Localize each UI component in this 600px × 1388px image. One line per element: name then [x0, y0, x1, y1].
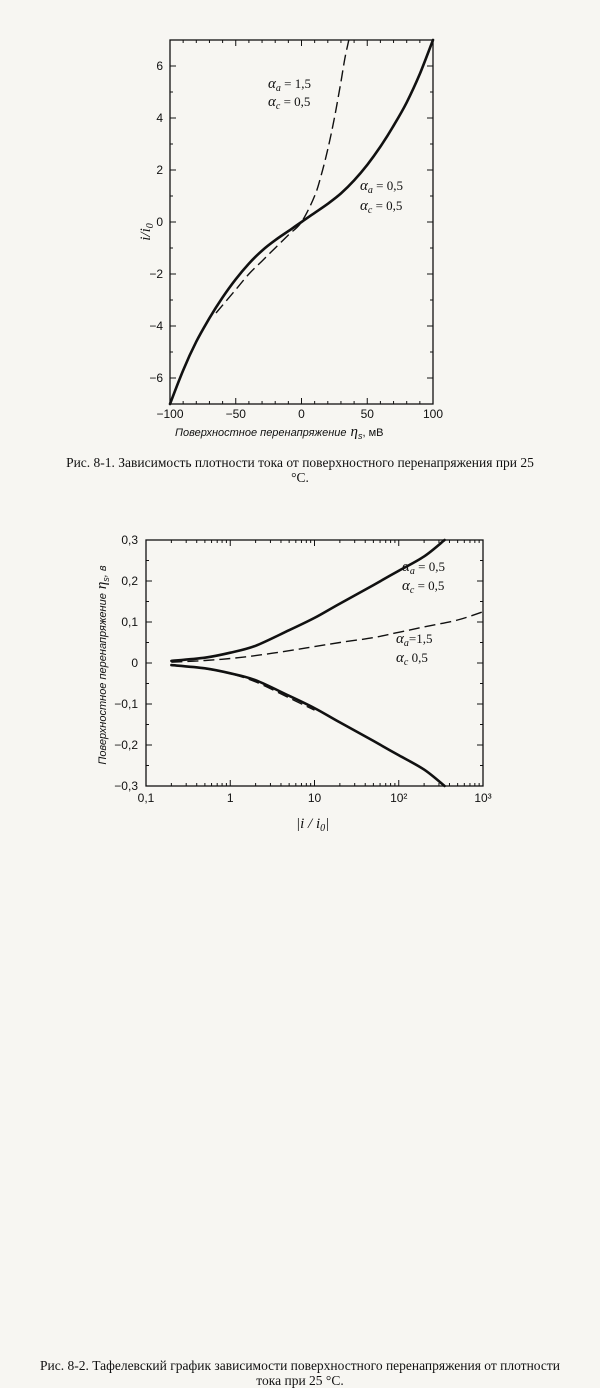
figure-1-y-tick-label: −4 — [149, 319, 163, 333]
figure-2-caption: Рис. 8-2. Тафелевский график зависимости поверхностного перенапряжения от плотности тока при 25 °C. — [39, 1358, 561, 1388]
figure-2-chart — [0, 520, 600, 840]
figure-2-y-axis-label: Поверхностное перенапряжениеη$_s$, в — [94, 565, 111, 765]
figure-2-x-tick-label: 10³ — [474, 791, 492, 805]
figure-1-annotation-solid-line2: $\alpha_c = 0,5$ — [360, 198, 403, 216]
figure-2-y-tick-labels — [114, 533, 138, 793]
figure-2-y-tick-label: −0,2 — [114, 738, 138, 752]
figure-2-y-tick-label: 0 — [131, 656, 138, 670]
figure-2-series-solid — [171, 665, 444, 786]
figure-2-x-tick-label: 10 — [307, 791, 322, 805]
figure-2-x-axis-label: $|i / i_0|$ — [296, 816, 330, 834]
figure-2-annotation-solid-line1: $\alpha_a = 0,5$ — [402, 559, 445, 577]
figure-2-x-tick-labels — [138, 791, 492, 805]
figure-1 — [0, 0, 600, 490]
figure-2-y-tick-label: 0,2 — [121, 574, 138, 588]
figure-2-y-tick-label: −0,3 — [114, 779, 138, 793]
figure-1-x-tick-label: 100 — [422, 407, 444, 421]
figure-2-series — [171, 540, 483, 786]
figure-2-plot-frame — [146, 540, 483, 786]
figure-2-y-tick-label: 0,1 — [121, 615, 138, 629]
figure-2-x-tick-label: 10² — [390, 791, 408, 805]
figure-1-y-tick-label: 2 — [156, 163, 163, 177]
figure-1-x-tick-label: −50 — [225, 407, 246, 421]
figure-1-x-tick-label: 0 — [298, 407, 305, 421]
figure-1-y-tick-label: 4 — [156, 111, 163, 125]
figure-1-x-tick-label: 50 — [360, 407, 374, 421]
figure-1-annotation-dashed-line2: $\alpha_c = 0,5$ — [268, 94, 311, 112]
figure-1-x-tick-labels — [156, 407, 443, 421]
figure-2 — [0, 520, 600, 1388]
figure-2-series-dashed — [186, 666, 314, 710]
figure-1-caption: Рис. 8-1. Зависимость плотности тока от поверхностного перенапряжения при 25 °C. — [66, 455, 534, 485]
figure-2-y-tick-label: −0,1 — [114, 697, 138, 711]
figure-1-x-axis-label: Поверхностное перенапряжение $\eta_s$, мВ — [175, 424, 384, 441]
figure-1-y-axis-label: $i/i_0$ — [138, 223, 156, 241]
figure-2-annotation-dashed-line1: $\alpha_a=1,5$ — [396, 631, 433, 649]
figure-1-y-tick-label: 6 — [156, 59, 163, 73]
figure-2-annotation-dashed-line2: $\alpha_c$ 0,5 — [396, 650, 428, 668]
figure-1-annotation-dashed-line1: $\alpha_a = 1,5$ — [268, 76, 311, 94]
figure-2-x-tick-label: 0,1 — [137, 791, 155, 805]
figure-1-chart — [0, 0, 600, 450]
figure-1-annotation-solid-line1: $\alpha_a = 0,5$ — [360, 178, 403, 196]
figure-1-x-tick-label: −100 — [156, 407, 184, 421]
figure-1-y-tick-label: 0 — [156, 215, 163, 229]
figure-1-y-tick-label: −2 — [149, 267, 163, 281]
figure-2-annotation-solid-line2: $\alpha_c = 0,5$ — [402, 578, 445, 596]
figure-1-y-tick-labels — [149, 59, 163, 385]
figure-2-ticks — [146, 540, 483, 786]
figure-1-y-tick-label: −6 — [149, 371, 163, 385]
figure-2-y-tick-label: 0,3 — [121, 533, 138, 547]
figure-2-x-tick-label: 1 — [226, 791, 234, 805]
